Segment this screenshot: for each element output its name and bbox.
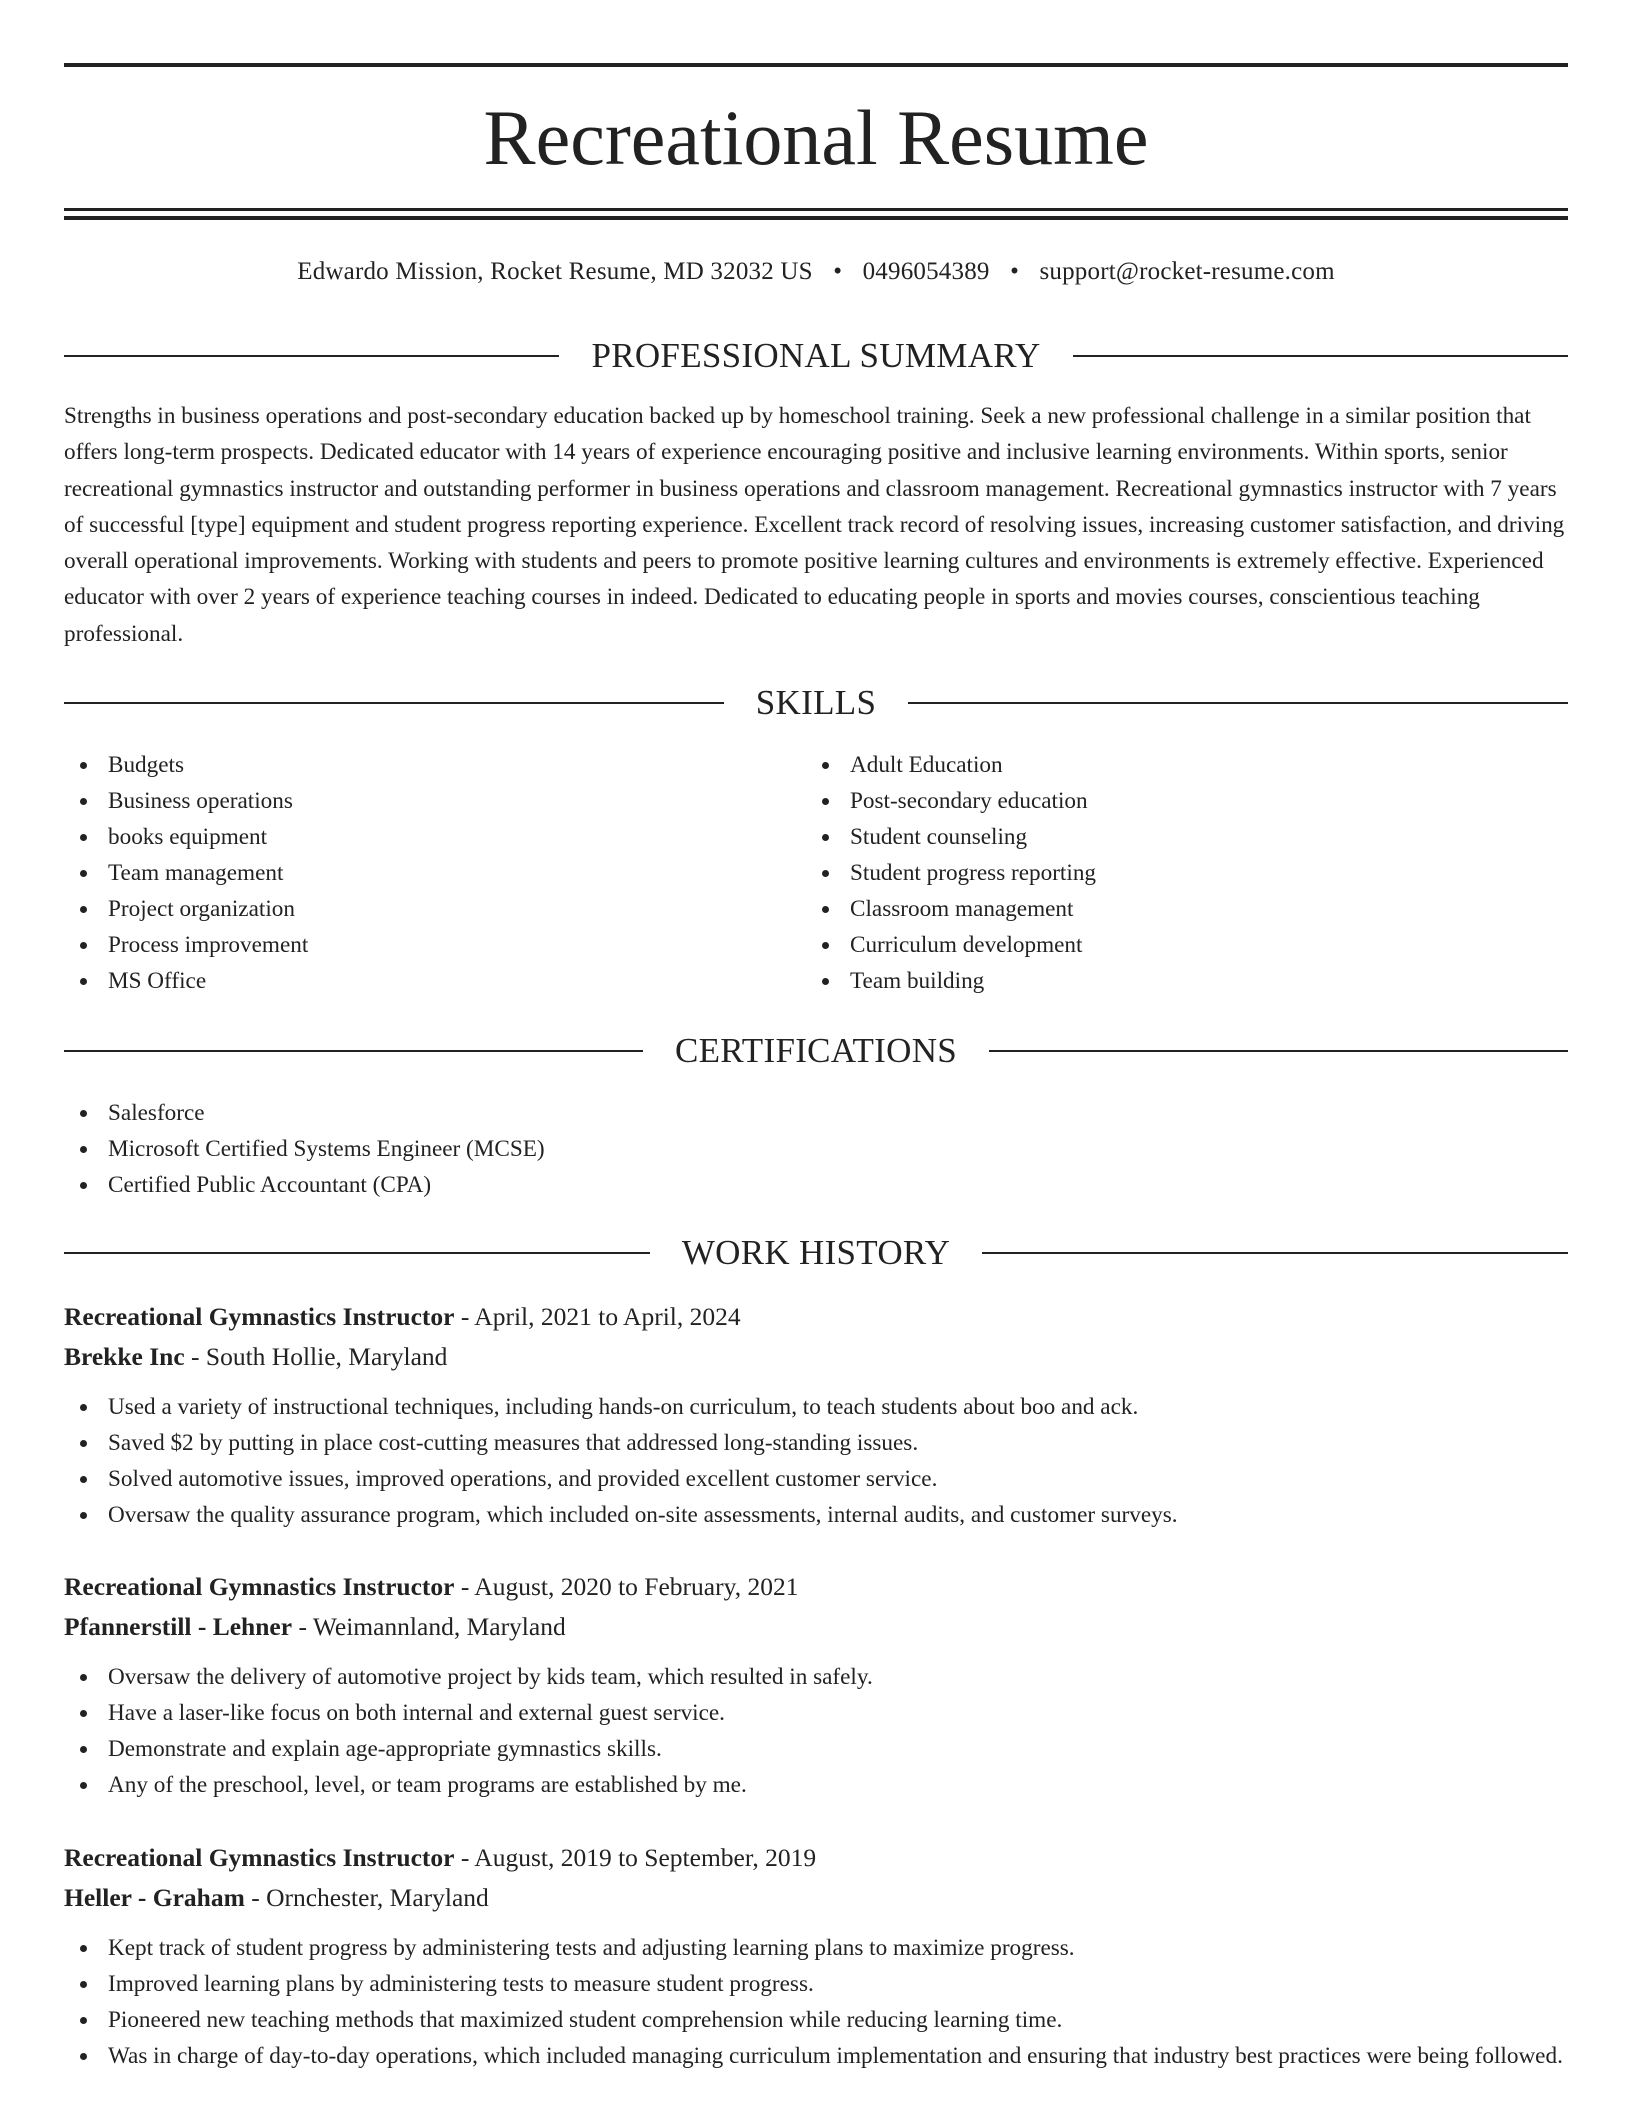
job-duty: Kept track of student progress by administering tests and adjusting learning plans to maximize progress. <box>64 1930 1568 1966</box>
top-rule <box>64 63 1568 67</box>
job-dates: - August, 2019 to September, 2019 <box>454 1843 817 1872</box>
job-company: Brekke Inc <box>64 1342 185 1371</box>
job-dates: - April, 2021 to April, 2024 <box>454 1302 741 1331</box>
certifications-heading: CERTIFICATIONS <box>674 1031 958 1070</box>
job-title: Recreational Gymnastics Instructor <box>64 1843 455 1872</box>
skills-column-left <box>64 747 764 999</box>
skill-item: Business operations <box>64 783 764 819</box>
job-company-line <box>64 1878 1568 1918</box>
heading-rule-left <box>64 1050 643 1052</box>
summary-heading: PROFESSIONAL SUMMARY <box>591 336 1041 375</box>
contact-separator: • <box>833 258 843 285</box>
skill-item: Team building <box>806 963 1506 999</box>
skill-item: Process improvement <box>64 927 764 963</box>
contact-line <box>64 255 1568 289</box>
job-duty: Any of the preschool, level, or team programs are established by me. <box>64 1767 1568 1803</box>
job-title-line <box>64 1838 1568 1878</box>
skill-item: Budgets <box>64 747 764 783</box>
job-duty: Improved learning plans by administering tests to measure student progress. <box>64 1966 1568 2002</box>
skill-item: Classroom management <box>806 891 1506 927</box>
heading-rule-right <box>1073 355 1568 357</box>
contact-phone: 0496054389 <box>862 258 990 285</box>
certification-item: Microsoft Certified Systems Engineer (MCSE) <box>64 1131 1568 1167</box>
certification-item: Salesforce <box>64 1095 1568 1131</box>
job-duties <box>64 1659 1568 1803</box>
skill-item: Adult Education <box>806 747 1506 783</box>
summary-section-heading <box>64 334 1568 378</box>
skill-item: Curriculum development <box>806 927 1506 963</box>
job-duty: Oversaw the quality assurance program, which included on-site assessments, internal audits, and customer surveys. <box>64 1497 1568 1533</box>
job-company: Heller - Graham <box>64 1883 245 1912</box>
certifications-list <box>64 1095 1568 1203</box>
work-heading: WORK HISTORY <box>681 1233 951 1272</box>
heading-rule-right <box>989 1050 1568 1052</box>
job-title-line <box>64 1297 1568 1337</box>
certifications-block <box>64 1095 1568 1203</box>
job-location: - Weimannland, Maryland <box>292 1612 566 1641</box>
skill-item: MS Office <box>64 963 764 999</box>
job-duty: Saved $2 by putting in place cost-cutting measures that addressed long-standing issues. <box>64 1425 1568 1461</box>
skill-item: Team management <box>64 855 764 891</box>
job-title: Recreational Gymnastics Instructor <box>64 1572 455 1601</box>
heading-rule-left <box>64 702 724 704</box>
skills-list-right <box>806 747 1506 999</box>
work-section-heading <box>64 1231 1568 1275</box>
job-duties <box>64 1930 1568 2074</box>
job-entry <box>64 1567 1568 1803</box>
job-duty: Solved automotive issues, improved operations, and provided excellent customer service. <box>64 1461 1568 1497</box>
job-entry <box>64 1838 1568 2074</box>
skills-section-heading <box>64 681 1568 725</box>
summary-text: Strengths in business operations and post-secondary education backed up by homeschool training. Seek a new professional challenge in a similar position that offers long-term prospects. Dedicated educator with 14 years of experience encouraging positive and inclusive learning environments. Within sports, senior recreational gymnastics instructor and outstanding performer in business operations and classroom management. Recreational gymnastics instructor with 7 years of successful [type] equipment and student progress reporting experience. Excellent track record of resolving issues, increasing customer satisfaction, and driving overall operational improvements. Working with students and peers to promote positive learning cultures and environments is extremely effective. Experienced educator with over 2 years of experience teaching courses in indeed. Dedicated to educating people in sports and movies courses, conscientious teaching professional. <box>64 403 1565 647</box>
skill-item: Project organization <box>64 891 764 927</box>
job-duties <box>64 1389 1568 1533</box>
job-location: - Ornchester, Maryland <box>244 1883 489 1912</box>
skill-item: Student counseling <box>806 819 1506 855</box>
job-duty: Used a variety of instructional techniques, including hands-on curriculum, to teach students about boo and ack. <box>64 1389 1568 1425</box>
job-company-line <box>64 1607 1568 1647</box>
skill-item: books equipment <box>64 819 764 855</box>
certification-item: Certified Public Accountant (CPA) <box>64 1167 1568 1203</box>
heading-rule-right <box>908 702 1568 704</box>
header-rule-upper <box>64 208 1568 211</box>
job-title: Recreational Gymnastics Instructor <box>64 1302 455 1331</box>
heading-rule-left <box>64 1252 650 1254</box>
heading-rule-left <box>64 355 559 357</box>
skill-item: Student progress reporting <box>806 855 1506 891</box>
certifications-section-heading <box>64 1029 1568 1073</box>
job-duty: Oversaw the delivery of automotive project by kids team, which resulted in safely. <box>64 1659 1568 1695</box>
heading-rule-right <box>982 1252 1568 1254</box>
contact-separator: • <box>1010 258 1020 285</box>
skills-column-right <box>806 747 1506 999</box>
job-duty: Have a laser-like focus on both internal and external guest service. <box>64 1695 1568 1731</box>
job-duty: Pioneered new teaching methods that maximized student comprehension while reducing learning time. <box>64 2002 1568 2038</box>
skills-heading: SKILLS <box>755 683 877 722</box>
contact-address: Edwardo Mission, Rocket Resume, MD 32032 US <box>297 258 813 285</box>
skill-item: Post-secondary education <box>806 783 1506 819</box>
job-dates: - August, 2020 to February, 2021 <box>454 1572 799 1601</box>
job-company-line <box>64 1337 1568 1377</box>
job-duty: Demonstrate and explain age-appropriate gymnastics skills. <box>64 1731 1568 1767</box>
job-entry <box>64 1297 1568 1533</box>
job-duty: Was in charge of day-to-day operations, which included managing curriculum implementation and ensuring that industry best practices were being followed. <box>64 2038 1568 2074</box>
job-title-line <box>64 1567 1568 1607</box>
header-rule-lower <box>64 216 1568 220</box>
skills-list-left <box>64 747 764 999</box>
resume-name: Recreational Resume <box>483 94 1149 181</box>
job-location: - South Hollie, Maryland <box>184 1342 448 1371</box>
job-company: Pfannerstill - Lehner <box>64 1612 293 1641</box>
contact-email: support@rocket-resume.com <box>1039 258 1335 285</box>
